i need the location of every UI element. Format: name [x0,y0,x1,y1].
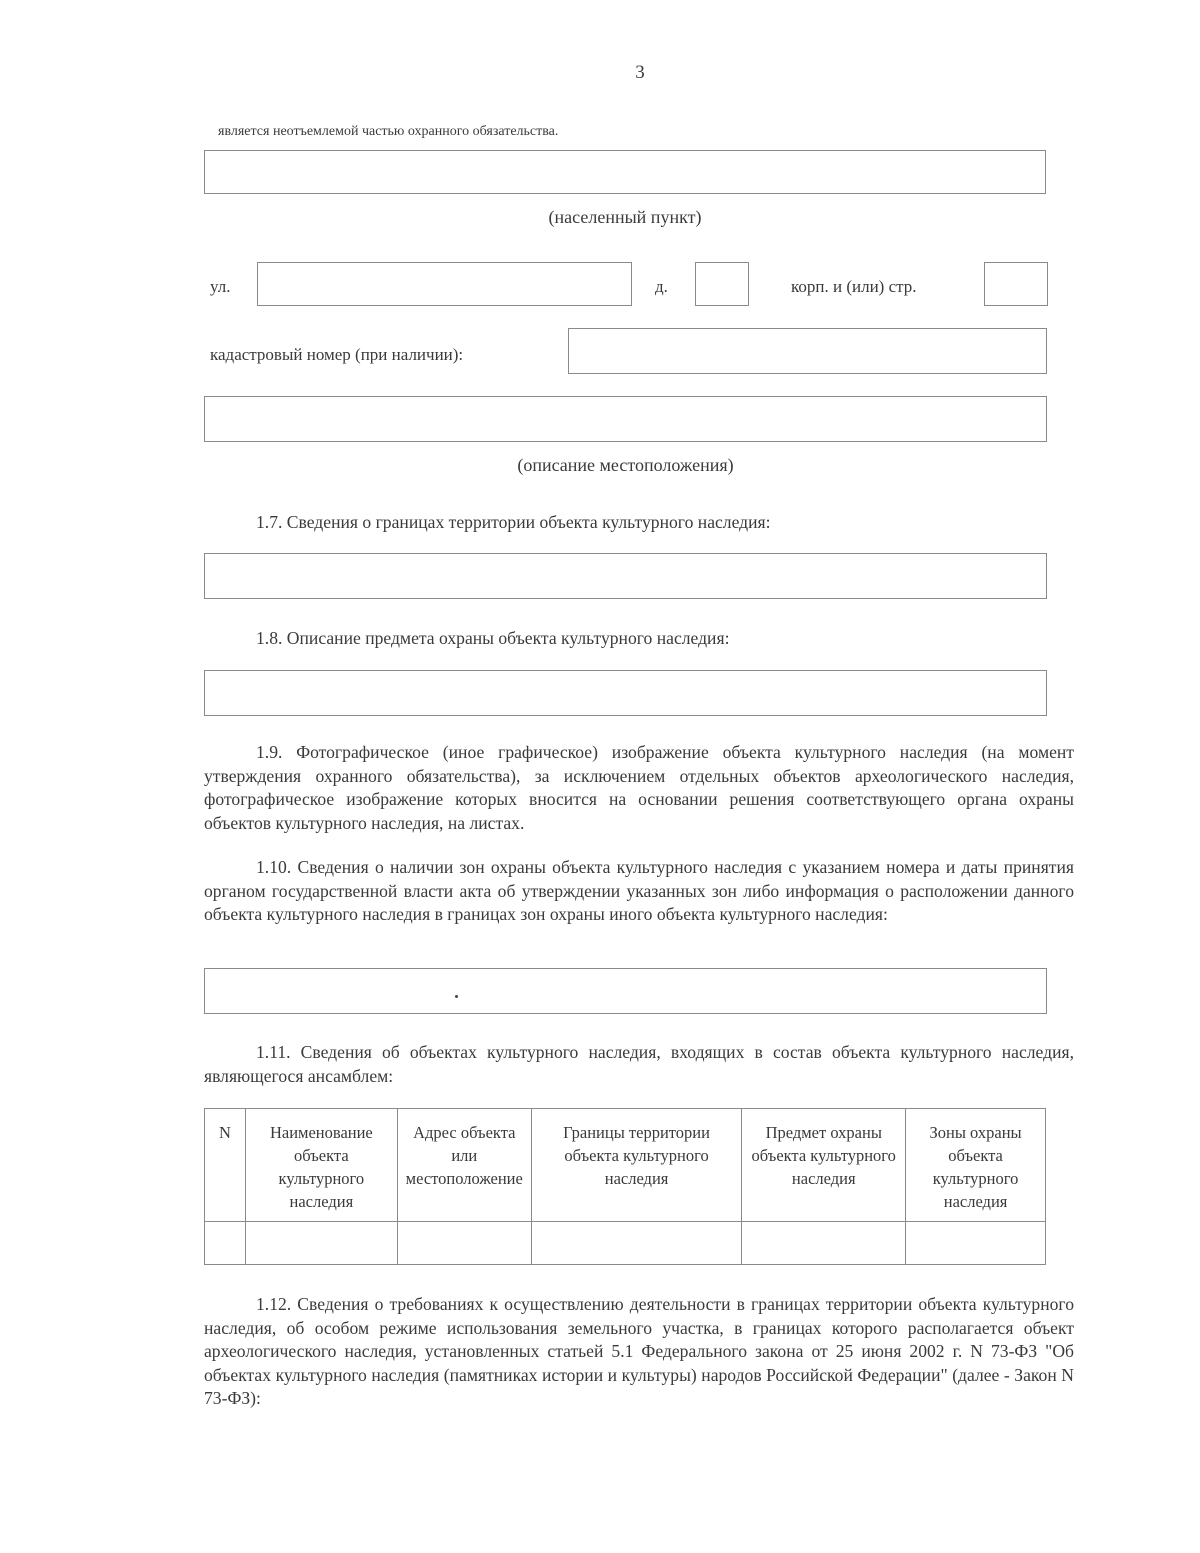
table-cell[interactable] [397,1222,531,1265]
location-caption: (описание местоположения) [517,455,734,475]
section-1-11-text: 1.11. Сведения об объектах культурного наследия, входящих в состав объекта культурного наследия, являющегося ансамблем: [204,1042,1074,1086]
col-bounds-header: Границы территории объекта культурного наследия [531,1109,742,1222]
territory-bounds-field[interactable] [204,553,1047,599]
scan-speck [455,995,458,998]
col-number-header: N [205,1109,246,1222]
street-field[interactable] [257,262,632,306]
col-name-header: Наименование объекта культурного наследия [245,1109,397,1222]
street-label: ул. [210,277,231,296]
settlement-field[interactable] [204,150,1046,194]
table-cell[interactable] [742,1222,906,1265]
cadastral-field[interactable] [568,328,1047,374]
section-1-12-text: 1.12. Сведения о требованиях к осуществлению деятельности в границах территории объекта культурного наследия, об особом режиме использования земельного участка, в границах которого располагается объект археологического наследия, установленных статьей 5.1 Федерального закона от 25 июня 2002 г. N 73-ФЗ "Об объектах культурного наследия (памятниках истории и культуры) народов Российской Федерации" (далее - Закон N 73-ФЗ): [204,1294,1074,1408]
table-cell[interactable] [245,1222,397,1265]
settlement-caption: (населенный пункт) [548,207,702,227]
section-1-9-text: 1.9. Фотографическое (иное графическое) изображение объекта культурного наследия (на момент утверждения охранного обязательства), за исключением отдельных объектов археологического наследия, фотографическое изображение которых вносится на основании решения соответствующего органа охраны объектов культурного наследия, на листах. [204,742,1074,833]
page-number: 3 [635,62,645,83]
continuation-text: является неотъемлемой частью охранного обязательства. [218,124,559,139]
protection-zones-field[interactable] [204,968,1047,1014]
table-cell[interactable] [205,1222,246,1265]
building-label: корп. и (или) стр. [791,277,917,296]
section-1-10-text: 1.10. Сведения о наличии зон охраны объекта культурного наследия с указанием номера и даты принятия органом государственной власти акта об утверждении указанных зон либо информация о расположении данного объекта культурного наследия в границах зон охраны иного объекта культурного наследия: [204,857,1074,924]
table-cell[interactable] [531,1222,742,1265]
section-1-7-heading: 1.7. Сведения о границах территории объекта культурного наследия: [256,512,771,532]
table-header-row [205,1109,1046,1222]
table-cell[interactable] [906,1222,1046,1265]
col-subject-header: Предмет охраны объекта культурного наследия [742,1109,906,1222]
building-field[interactable] [984,262,1048,306]
col-address-header: Адрес объекта или местоположение [397,1109,531,1222]
protection-subject-field[interactable] [204,670,1047,716]
location-field[interactable] [204,396,1047,442]
house-label: д. [655,277,668,296]
ensemble-objects-table [204,1108,1046,1265]
cadastral-label: кадастровый номер (при наличии): [210,345,464,364]
house-field[interactable] [695,262,749,306]
col-zones-header: Зоны охраны объекта культурного наследия [906,1109,1046,1222]
section-1-8-heading: 1.8. Описание предмета охраны объекта культурного наследия: [256,628,730,648]
table-row [205,1222,1046,1265]
